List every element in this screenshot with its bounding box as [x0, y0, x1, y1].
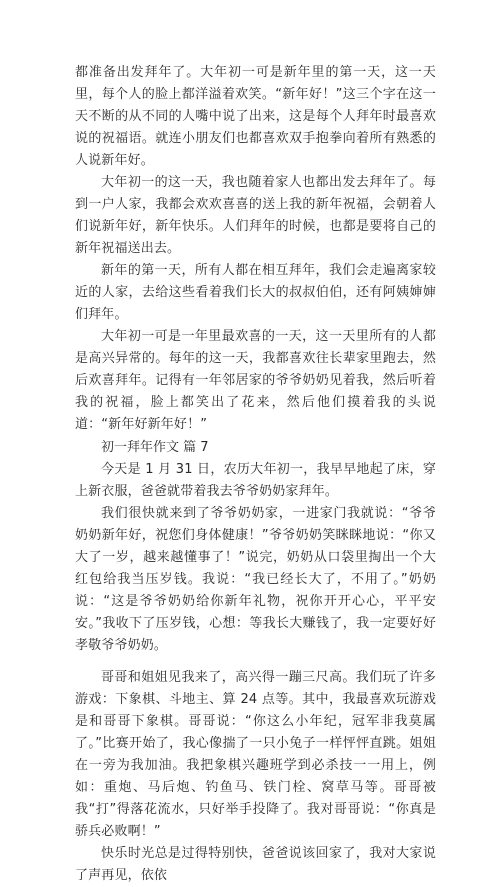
paragraph-7: 哥哥和姐姐见我来了，高兴得一蹦三尺高。我们玩了许多游戏：下象棋、斗地主、算 24 点等。其中，我最喜欢玩游戏是和哥哥下象棋。哥哥说：“你这么小年纪，冠军非我莫属了。”比赛开始了，我心像揣了一只小兔子一样怦怦直跳。姐姐在一旁为我加油。我把象棋兴趣班学到必杀技一一用上，例如：重炮、马后炮、钓鱼马、铁门栓、窝草马等。哥哥被我“打”得落花流水，只好举手投降了。我对哥哥说：“你真是骄兵必败啊！” [75, 670, 436, 839]
paragraph-8: 快乐时光总是过得特别快，爸爸说该回家了，我对大家说了声再见，依依 [75, 846, 436, 883]
paragraph-2: 大年初一的这一天，我也随着家人也都出发去拜年了。每到一户人家，我都会欢欢喜喜的送上我的新年祝福，会朝着人们说新年好，新年快乐。人们拜年的时候，也都是要将自己的新年祝福送出去。 [75, 175, 436, 256]
paragraph-5: 今天是 1 月 31 日，农历大年初一，我早早地起了床，穿上新衣服，爸爸就带着我去爷爷奶奶家拜年。 [75, 462, 436, 499]
paragraph-3: 新年的第一天，所有人都在相互拜年，我们会走遍离家较近的人家，去给这些看着我们长大的叔叔伯伯，还有阿姨婶婶们拜年。 [75, 263, 436, 322]
section-heading: 初一拜年作文 篇 7 [101, 440, 209, 455]
paragraph-1: 都准备出发拜年了。大年初一可是新年里的第一天，这一天里，每个人的脸上都洋溢着欢笑。“新年好！”这三个字在这一天不断的从不同的人嘴中说了出来，这是每个人拜年时最喜欢说的祝福语。就连小朋友们也都喜欢双手抱拳向着所有熟悉的人说新年好。 [75, 65, 436, 168]
paragraph-6: 我们很快就来到了爷爷奶奶家，一进家门我就说：“爷爷奶奶新年好，祝您们身体健康！”爷爷奶奶笑眯眯地说：“你又大了一岁，越来越懂事了！”说完，奶奶从口袋里掏出一个大红包给我当压岁钱。我说：“我已经长大了，不用了。”奶奶说：“这是爷爷奶奶给你新年礼物，祝你开开心心，平平安安。”我收下了压岁钱，心想：等我长大赚钱了，我一定要好好孝敬爷爷奶奶。 [75, 506, 436, 653]
paragraph-4: 大年初一可是一年里最欢喜的一天，这一天里所有的人都是高兴异常的。每年的这一天，我都喜欢往长辈家里跑去，然后欢喜拜年。记得有一年邻居家的爷爷奶奶见着我，然后听着我的祝福，脸上都笑出了花来，然后他们摸着我的头说道：“新年好新年好！” [75, 329, 436, 432]
